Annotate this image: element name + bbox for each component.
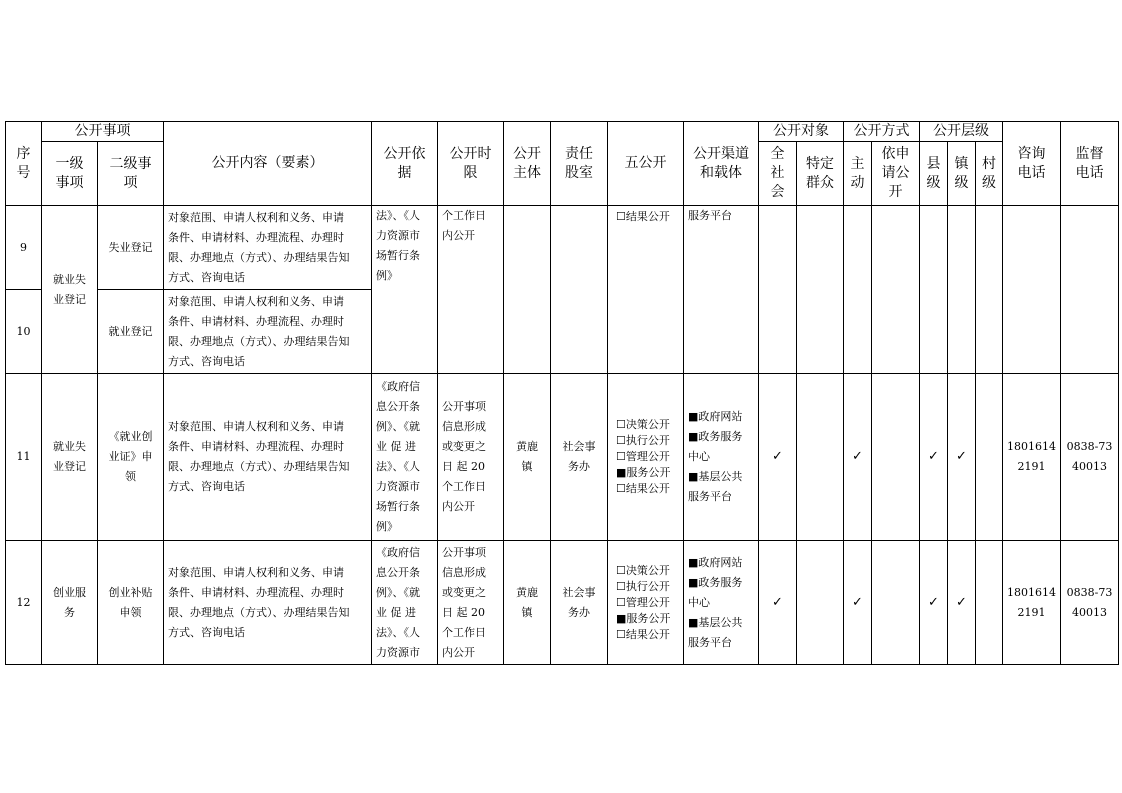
basis-cell: 法》、《人 力资源市 场暂行条 例》 <box>372 206 438 374</box>
content-cell: 对象范围、申请人权利和义务、申请 条件、申请材料、办理流程、办理时 限、办理地点（方式）、办理结果告知 方式、咨询电话 <box>164 374 372 541</box>
level-county-cell <box>920 206 948 374</box>
header-item-group: 公开事项 <box>42 122 164 142</box>
header-dept: 责任 股室 <box>551 122 608 206</box>
header-five: 五公开 <box>608 122 684 206</box>
five-cell: ☐决策公开 ☐执行公开 ☐管理公开 ■服务公开 ☐结果公开 <box>608 374 684 541</box>
header-subject: 公开 主体 <box>504 122 551 206</box>
supervise-cell: 0838-73 40013 <box>1061 374 1119 541</box>
header-target-group: 公开对象 <box>759 122 844 142</box>
item-l2-cell: 创业补贴 申领 <box>98 541 164 665</box>
item-l2-cell: 《就业创 业证》申 领 <box>98 374 164 541</box>
item-l1-cell: 就业失 业登记 <box>42 374 98 541</box>
content-cell: 对象范围、申请人权利和义务、申请 条件、申请材料、办理流程、办理时 限、办理地点（方式）、办理结果告知 方式、咨询电话 <box>164 290 372 374</box>
level-village-cell <box>976 206 1003 374</box>
item-l1-cell: 创业服 务 <box>42 541 98 665</box>
method-apply-cell <box>872 541 920 665</box>
check-icon: ✓ <box>844 541 872 665</box>
target-all-cell <box>759 206 797 374</box>
header-supervise: 监督 电话 <box>1061 122 1119 206</box>
check-icon: ✓ <box>844 374 872 541</box>
header-level-town: 镇 级 <box>948 142 976 206</box>
dept-cell: 社会事 务办 <box>551 541 608 665</box>
channel-cell: 服务平台 <box>684 206 759 374</box>
item-l1-cell: 就业失 业登记 <box>42 206 98 374</box>
table-row <box>6 206 1119 290</box>
document-page <box>5 121 1119 665</box>
consult-cell: 1801614 2191 <box>1003 541 1061 665</box>
basis-cell: 《政府信 息公开条 例》、《就 业 促 进 法》、《人 力资源市 <box>372 541 438 665</box>
time-limit-cell: 公开事项 信息形成 或变更之 日 起 20 个工作日 内公开 <box>438 541 504 665</box>
channel-cell: ■政府网站 ■政务服务 中心 ■基层公共 服务平台 <box>684 541 759 665</box>
item-l2-cell: 就业登记 <box>98 290 164 374</box>
subject-cell <box>504 206 551 374</box>
header-level-group: 公开层级 <box>920 122 1003 142</box>
five-cell: ☐结果公开 <box>608 206 684 374</box>
time-limit-cell: 个工作日 内公开 <box>438 206 504 374</box>
check-icon: ✓ <box>948 374 976 541</box>
five-cell: ☐决策公开 ☐执行公开 ☐管理公开 ■服务公开 ☐结果公开 <box>608 541 684 665</box>
subject-cell: 黄鹿 镇 <box>504 541 551 665</box>
content-cell: 对象范围、申请人权利和义务、申请 条件、申请材料、办理流程、办理时 限、办理地点（方式）、办理结果告知 方式、咨询电话 <box>164 206 372 290</box>
supervise-cell <box>1061 206 1119 374</box>
disclosure-table <box>5 121 1119 665</box>
level-town-cell <box>948 206 976 374</box>
seq-cell: 11 <box>6 374 42 541</box>
header-consult: 咨询 电话 <box>1003 122 1061 206</box>
header-basis: 公开依 据 <box>372 122 438 206</box>
header-level-village: 村 级 <box>976 142 1003 206</box>
check-icon: ✓ <box>759 541 797 665</box>
header-content: 公开内容（要素） <box>164 122 372 206</box>
check-icon: ✓ <box>920 374 948 541</box>
header-method-group: 公开方式 <box>844 122 920 142</box>
header-target-specific: 特定 群众 <box>797 142 844 206</box>
consult-cell <box>1003 206 1061 374</box>
target-specific-cell <box>797 206 844 374</box>
header-target-all: 全 社 会 <box>759 142 797 206</box>
target-specific-cell <box>797 541 844 665</box>
method-apply-cell <box>872 206 920 374</box>
header-item-l2: 二级事 项 <box>98 142 164 206</box>
subject-cell: 黄鹿 镇 <box>504 374 551 541</box>
header-method-active: 主 动 <box>844 142 872 206</box>
item-l2-cell: 失业登记 <box>98 206 164 290</box>
header-channel: 公开渠道 和载体 <box>684 122 759 206</box>
method-active-cell <box>844 206 872 374</box>
consult-cell: 1801614 2191 <box>1003 374 1061 541</box>
dept-cell <box>551 206 608 374</box>
seq-cell: 12 <box>6 541 42 665</box>
header-level-county: 县 级 <box>920 142 948 206</box>
header-row-1 <box>6 122 1119 142</box>
check-icon: ✓ <box>920 541 948 665</box>
header-time-limit: 公开时 限 <box>438 122 504 206</box>
table-row <box>6 541 1119 665</box>
basis-cell: 《政府信 息公开条 例》、《就 业 促 进 法》、《人 力资源市 场暂行条 例》 <box>372 374 438 541</box>
seq-cell: 10 <box>6 290 42 374</box>
time-limit-cell: 公开事项 信息形成 或变更之 日 起 20 个工作日 内公开 <box>438 374 504 541</box>
header-item-l1: 一级 事项 <box>42 142 98 206</box>
check-icon: ✓ <box>759 374 797 541</box>
seq-cell: 9 <box>6 206 42 290</box>
dept-cell: 社会事 务办 <box>551 374 608 541</box>
table-row <box>6 374 1119 541</box>
check-icon: ✓ <box>948 541 976 665</box>
level-village-cell <box>976 374 1003 541</box>
header-method-apply: 依申 请公 开 <box>872 142 920 206</box>
method-apply-cell <box>872 374 920 541</box>
target-specific-cell <box>797 374 844 541</box>
supervise-cell: 0838-73 40013 <box>1061 541 1119 665</box>
level-village-cell <box>976 541 1003 665</box>
content-cell: 对象范围、申请人权利和义务、申请 条件、申请材料、办理流程、办理时 限、办理地点（方式）、办理结果告知 方式、咨询电话 <box>164 541 372 665</box>
header-seq: 序 号 <box>6 122 42 206</box>
channel-cell: ■政府网站 ■政务服务 中心 ■基层公共 服务平台 <box>684 374 759 541</box>
